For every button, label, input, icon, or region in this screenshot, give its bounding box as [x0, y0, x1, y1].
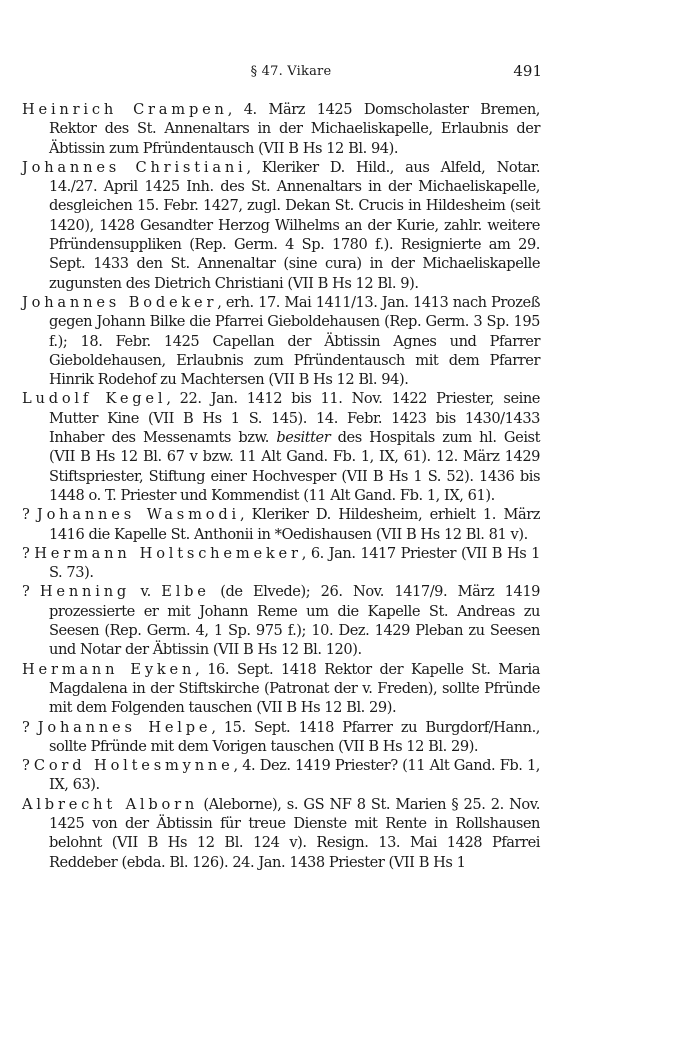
uncertain-marker: ?	[22, 544, 35, 562]
entry-johannes-christiani	[22, 158, 540, 293]
uncertain-marker: ?	[22, 718, 38, 736]
entry-name: Ludolf Kegel	[22, 390, 167, 408]
entry-text: , erh. 17. Mai 1411/13. Jan. 1413 nach Prozeß gegen Johann Bilke die Pfarrei Gieboldehausen (Rep. Germ. 3 Sp. 195 f.); 18. Febr. 1425 Capellan der Äbtissin Agnes und Pfarrer Gieboldehausen, Erlaubnis zum Pfründentausch mit dem Pfarrer Hinrik Rodehof zu Machtersen (VII B Hs 12 Bl. 94).	[49, 293, 540, 389]
entry-name: Cord Holtesmynne	[33, 757, 234, 775]
entry-name: Heinrich Crampen	[22, 101, 228, 118]
entry-text: , 6. Jan. 1417 Priester (VII B Hs 1 S. 73).	[49, 544, 540, 582]
entry-heinrich-crampen	[22, 100, 540, 158]
entry-henning-v-elbe	[22, 582, 540, 659]
entry-name: Hermann Holtschemeker	[34, 544, 302, 562]
entry-name: Johannes Wasmodi	[36, 506, 240, 524]
entry-text: (Aleborne), s. GS NF 8 St. Marien § 25. 2. Nov. 1425 von der Äbtissin für treue Dienste mit Rente in Rollshausen belohnt (VII B Hs 12 Bl. 124 v). Resign. 13. Mai 1428 Pfarrei Reddeber (ebda. Bl. 126). 24. Jan. 1438 Priester (VII B Hs 1	[49, 795, 540, 871]
vicar-entries	[22, 100, 540, 872]
entry-text: (de Elvede); 26. Nov. 1417/9. März 1419 prozessierte er mit Johann Reme um die Kapelle St. Andreas zu Seesen (Rep. Germ. 4, 1 Sp. 975 f.); 10. Dez. 1429 Pleban zu Seesen und Notar der Äbtissin (VII B Hs 12 Bl. 120).	[49, 583, 540, 659]
entry-hermann-eyken	[22, 660, 540, 718]
uncertain-marker: ?	[22, 757, 34, 775]
entry-text: , Kleriker D. Hild., aus Alfeld, Notar. 14./27. April 1425 Inh. des St. Annenaltars in der Michaeliskapelle, desgleichen 15. Febr. 1427, zugl. Dekan St. Crucis in Hildesheim (seit 1420), 1428 Gesandter Herzog Wilhelms an der Kurie, zahlr. weitere Pfründensuppliken (Rep. Germ. 4 Sp. 1780 f.). Resignierte am 29. Sept. 1433 den St. Annenaltar (sine cura) in der Michaeliskapelle zugunsten des Dietrich Christiani (VII B Hs 12 Bl. 9).	[49, 158, 541, 292]
entry-johannes-wasmodi	[22, 505, 540, 544]
entry-name: Hermann Eyken	[22, 660, 196, 678]
entry-text: , 4. März 1425 Domscholaster Bremen, Rektor des St. Annenaltars in der Michaeliskapelle, Erlaubnis der Äbtissin zum Pfründentausch (VII B Hs 12 Bl. 94).	[49, 101, 540, 157]
entry-text: , 22. Jan. 1412 bis 11. Nov. 1422 Priester, seine Mutter Kine (VII B Hs 1 S. 145). 14. Febr. 1423 bis 1430/1433 Inhaber des Messenamts bzw.	[49, 390, 540, 447]
uncertain-marker: ?	[22, 583, 40, 601]
entry-name: Henning	[39, 583, 131, 601]
entry-name: Johannes Helpe	[37, 718, 212, 736]
entry-johannes-bodeker	[22, 293, 540, 389]
page-number: 491	[513, 62, 542, 80]
entry-name: Johannes Bodeker	[22, 293, 218, 311]
entry-hermann-holtschemeker	[22, 544, 540, 583]
entry-johannes-helpe	[22, 718, 540, 757]
running-head	[40, 62, 542, 86]
entry-text: , 4. Dez. 1419 Priester? (11 Alt Gand. Fb. 1, IX, 63).	[49, 757, 540, 794]
entry-text: v.	[130, 583, 162, 601]
entry-italic-term: besitter	[276, 429, 331, 447]
uncertain-marker: ?	[22, 506, 37, 524]
entry-text: , 16. Sept. 1418 Rektor der Kapelle St. Maria Magdalena in der Stiftskirche (Patronat der v. Freden), sollte Pfründe mit dem Folgenden tauschen (VII B Hs 12 Bl. 29).	[49, 660, 540, 717]
entry-cord-holtesmynne	[22, 756, 540, 795]
entry-text: , Kleriker D. Hildesheim, erhielt 1. März 1416 die Kapelle St. Anthonii in *Oedishausen (VII B Hs 12 Bl. 81 v).	[49, 506, 540, 543]
entry-surname: Elbe	[161, 583, 210, 601]
entry-name: Johannes Christiani	[22, 158, 247, 176]
entry-text: , 15. Sept. 1418 Pfarrer zu Burgdorf/Hann., sollte Pfründe mit dem Vorigen tauschen (VII B Hs 12 Bl. 29).	[49, 718, 540, 755]
entry-ludolf-kegel	[22, 389, 540, 505]
entry-albrecht-alborn	[22, 795, 540, 872]
entry-name: Albrecht Alborn	[22, 795, 199, 813]
entry-text: des Hospitals zum hl. Geist (VII B Hs 12 Bl. 67 v bzw. 11 Alt Gand. Fb. 1, IX, 61). 12. März 1429 Stiftspriester, Stiftung einer Hochvesper (VII B Hs 1 S. 52). 1436 bis 1448 o. T. Priester und Kommendist (11 Alt Gand. Fb. 1, IX, 61).	[49, 429, 540, 504]
running-title: § 47. Vikare	[250, 64, 332, 79]
